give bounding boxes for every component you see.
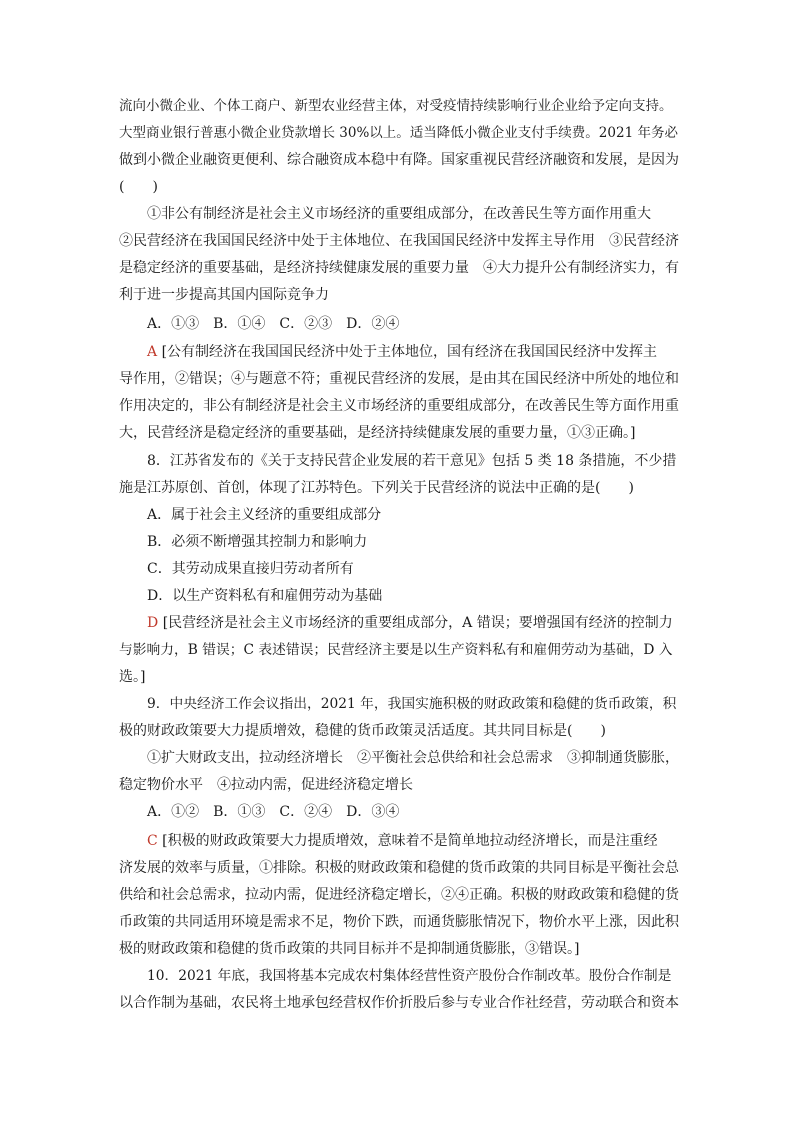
answer-letter: C (147, 833, 158, 849)
text-line: ( ) (119, 179, 158, 195)
explanation-text: 导作用，②错误；④与题意不符；重视民营经济的发展，是由其在国民经济中所处的地位和 (119, 371, 679, 387)
explanation-text: [公有制经济在我国国民经济中处于主体地位，国有经济在我国国民经济中发挥主 (161, 344, 658, 360)
text-line: 大型商业银行普惠小微企业贷款增长 30%以上。适当降低小微企业支付手续费。2021 年务必 (119, 125, 678, 141)
explanation-text: 大，民营经济是稳定经济的重要基础，是经济持续健康发展的重要力量，①③正确。] (119, 425, 636, 441)
question-9: 9．中央经济工作会议指出，2021 年，我国实施积极的财政政策和稳健的货币政策，积 (147, 696, 677, 712)
option-statement: ①扩大财政支出，拉动经济增长 ②平衡社会总供给和社会总需求 ③抑制通货膨胀， (147, 750, 679, 766)
option-statement: ①非公有制经济是社会主义市场经济的重要组成部分，在改善民生等方面作用重大 (147, 206, 651, 222)
question-8: 8．江苏省发布的《关于支持民营企业发展的若干意见》包括 5 类 18 条措施，不少措 (147, 453, 677, 469)
text-line: 流向小微企业、个体工商户、新型农业经营主体，对受疫情持续影响行业企业给予定向支持。 (119, 98, 673, 114)
option-statement: 利于进一步提高其国内国际竞争力 (119, 287, 329, 303)
explanation-text: 极的财政政策和稳健的货币政策的共同目标并不是抑制通货膨胀，③错误。] (119, 941, 580, 957)
explanation-q9 (147, 830, 679, 852)
explanation-text: 币政策的共同适用环境是需求不足，物价下跌，而通货膨胀情况下，物价水平上涨，因此积 (119, 914, 679, 930)
explanation-text: [积极的财政政策要大力提质增效，意味着不是简单地拉动经济增长，而是注重经 (162, 833, 658, 849)
explanation-text: 济发展的效率与质量，①排除。积极的财政政策和稳健的货币政策的共同目标是平衡社会总 (119, 860, 679, 876)
answer-letter: A (147, 344, 158, 360)
question-9: 极的财政政策要大力提质增效，稳健的货币政策灵活适度。其共同目标是( ) (119, 723, 606, 739)
explanation-text: 供给和社会总需求，拉动内需，促进经济稳定增长，②④正确。积极的财政政策和稳健的货 (119, 887, 679, 903)
explanation-q7 (147, 341, 679, 363)
option-statement: 是稳定经济的重要基础，是经济持续健康发展的重要力量 ④大力提升公有制经济实力，有 (119, 260, 679, 276)
choice-c: C．其劳动成果直接归劳动者所有 (147, 561, 354, 577)
question-10: 以合作制为基础，农民将土地承包经营权作价折股后参与专业合作社经营，劳动联合和资本 (119, 995, 679, 1011)
explanation-text: 选。] (119, 669, 146, 685)
option-statement: 稳定物价水平 ④拉动内需，促进经济稳定增长 (119, 777, 413, 793)
explanation-q8 (147, 612, 679, 634)
text-line: 做到小微企业融资更便利、综合融资成本稳中有降。国家重视民营经济融资和发展，是因为 (119, 152, 679, 168)
answer-letter: D (147, 615, 159, 631)
choice-a: A．属于社会主义经济的重要组成部分 (147, 507, 382, 523)
choice-d: D．以生产资料私有和雇佣劳动为基础 (147, 588, 383, 604)
explanation-text: [民营经济是社会主义市场经济的重要组成部分，A 错误；要增强国有经济的控制力 (162, 615, 673, 631)
answer-choices: A．①② B．①③ C．②④ D．③④ (147, 804, 400, 820)
question-8: 施是江苏原创、首创，体现了江苏特色。下列关于民营经济的说法中正确的是( ) (119, 480, 634, 496)
choice-b: B．必须不断增强其控制力和影响力 (147, 534, 368, 550)
answer-choices: A．①③ B．①④ C．②③ D．②④ (147, 316, 400, 332)
explanation-text: 作用决定的，非公有制经济是社会主义市场经济的重要组成部分，在改善民生等方面作用重 (119, 398, 679, 414)
question-10: 10．2021 年底，我国将基本完成农村集体经营性资产股份合作制改革。股份合作制是 (147, 968, 672, 984)
explanation-text: 与影响力，B 错误；C 表述错误；民营经济主要是以生产资料私有和雇佣劳动为基础，D 入 (119, 642, 673, 658)
option-statement: ②民营经济在我国国民经济中处于主体地位、在我国国民经济中发挥主导作用 ③民营经济 (119, 233, 679, 249)
